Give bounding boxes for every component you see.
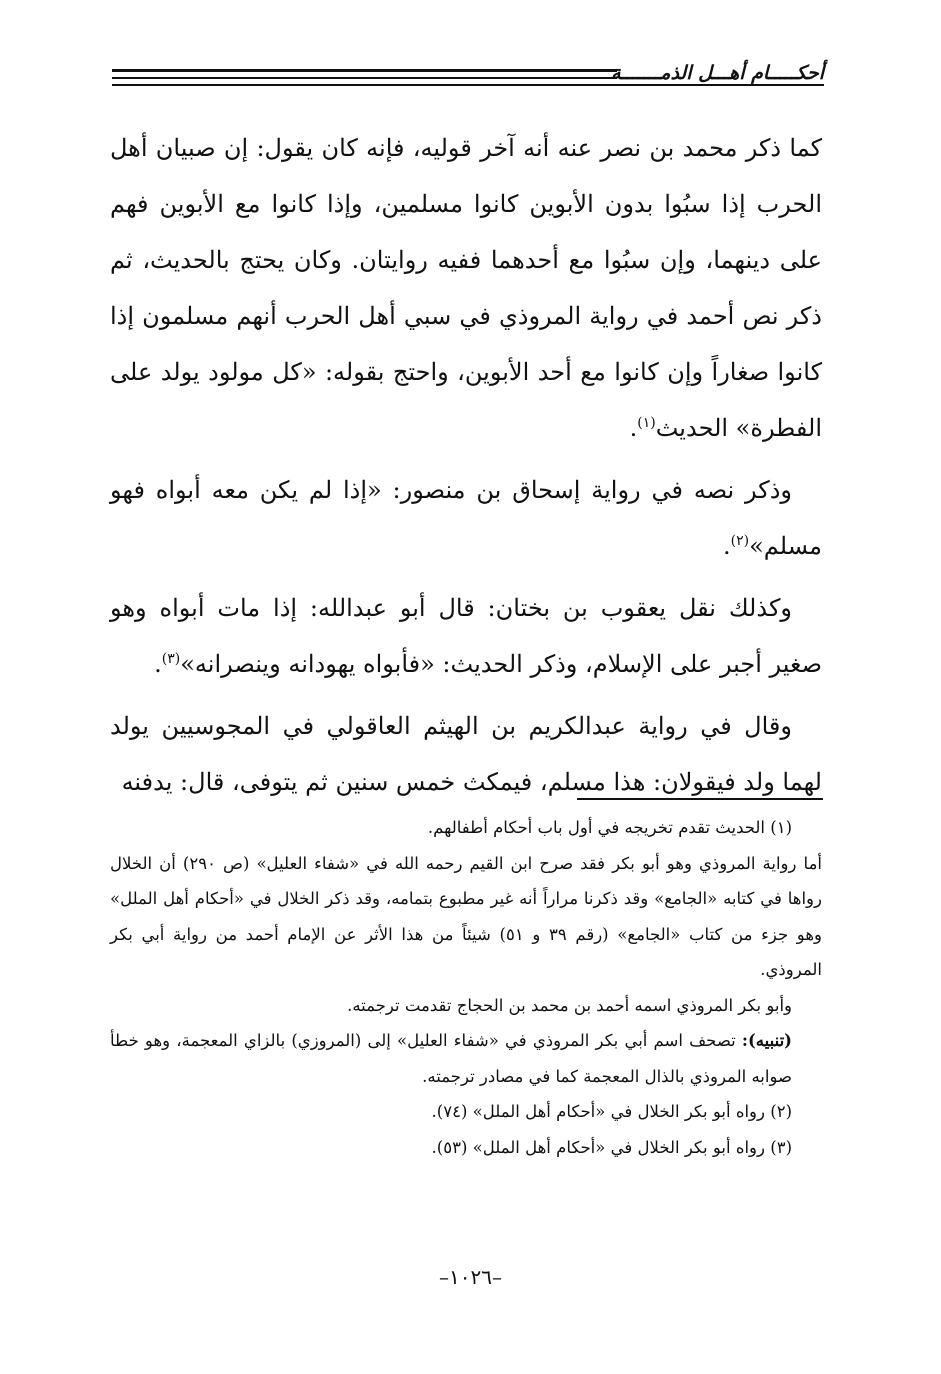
paragraph-2-end: . xyxy=(723,532,731,560)
footnotes xyxy=(110,810,822,1165)
page-number: –١٠٢٦– xyxy=(439,1265,502,1289)
paragraph-3 xyxy=(110,580,822,692)
paragraph-2-text: وذكر نصه في رواية إسحاق بن منصور: «إذا لم يكن معه أبواه فهو مسلم» xyxy=(110,476,822,560)
footnote-3: (٣) رواه أبو بكر الخلال في «أحكام أهل الملل» (٥٣). xyxy=(431,1137,792,1157)
footnote-1-c: وأبو بكر المروذي اسمه أحمد بن محمد بن الحجاج تقدمت ترجمته. xyxy=(347,995,792,1015)
paragraph-1 xyxy=(110,120,822,456)
paragraph-3-text: وكذلك نقل يعقوب بن بختان: قال أبو عبدالله: إذا مات أبواه وهو صغير أجبر على الإسلام، وذكر الحديث: «فأبواه يهودانه وينصرانه» xyxy=(110,594,822,678)
footnote-ref-1[interactable]: (١) xyxy=(637,415,656,431)
footnote-ref-2[interactable]: (٢) xyxy=(730,533,750,549)
footnote-note-text: تصحف اسم أبي بكر المروذي في «شفاء العليل» إلى (المروزي) بالزاي المعجمة، وهو خطأ صوابه المروذي بالذال المعجمة كما في مصادر ترجمته. xyxy=(110,1031,792,1086)
header-rule-middle xyxy=(112,77,617,79)
paragraph-4: وقال في رواية عبدالكريم بن الهيثم العاقولي في المجوسيين يولد لهما ولد فيقولان: هذا مسلم، فيمكث خمس سنين ثم يتوفى، قال: يدفنه xyxy=(110,712,822,796)
footnote-note-label: (تنبيه): xyxy=(741,1031,792,1050)
header-title: أحكـــــام أهـــل الذمـــــــة xyxy=(611,62,824,84)
footnote-1-b: أما رواية المروذي وهو أبو بكر فقد صرح ابن القيم رحمه الله في «شفاء العليل» (ص ٢٩٠) أن الخلال رواها في كتابه «الجامع» وقد ذكرنا مراراً أنه غير مطبوع بتمامه، وقد ذكر الخلال في «أحكام أهل الملل» وهو جزء من كتاب «الجامع» (رقم ٣٩ و ٥١) شيئاً من هذا الأثر عن الإمام أحمد من رواية أبي بكر المروذي. xyxy=(110,853,822,979)
paragraph-2 xyxy=(110,462,822,574)
footnote-1-a: (١) الحديث تقدم تخريجه في أول باب أحكام أطفالهم. xyxy=(427,818,792,837)
footnote-ref-3[interactable]: (٣) xyxy=(161,651,181,667)
footnote-1-d xyxy=(110,1023,822,1094)
main-text xyxy=(110,120,822,816)
footnote-separator xyxy=(577,798,823,800)
running-header xyxy=(112,58,824,94)
paragraph-1-end: . xyxy=(629,414,638,442)
header-rule-top xyxy=(112,69,617,72)
paragraph-3-end: . xyxy=(154,650,162,678)
footnote-2: (٢) رواه أبو بكر الخلال في «أحكام أهل الملل» (٧٤). xyxy=(431,1102,792,1121)
paragraph-1-text: كما ذكر محمد بن نصر عنه أنه آخر قوليه، فإنه كان يقول: إن صبيان أهل الحرب إذا سبُوا بدون الأبوين كانوا مسلمين، وإذا كانوا مع الأبوين فهم على دينهما، وإن سبُوا مع أحدهما ففيه روايتان. وكان يحتج بالحديث، ثم ذكر نص أحمد في رواية المروذي في سبي أهل الحرب أنهم مسلمون إذا كانوا صغاراً وإن كانوا مع أحد الأبوين، واحتج بقوله: «كل مولود يولد على الفطرة» الحديث xyxy=(110,134,822,442)
